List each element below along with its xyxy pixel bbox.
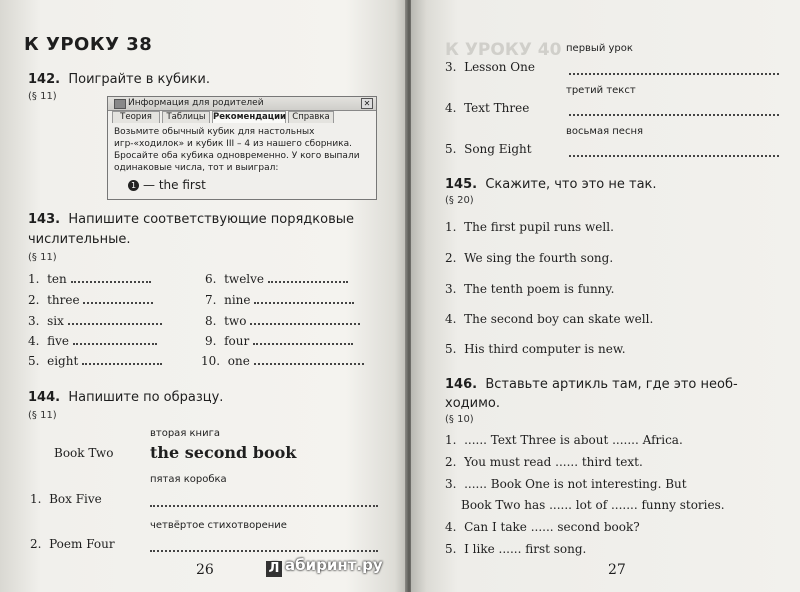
example-text: — the first <box>143 178 206 192</box>
answer-blank[interactable] <box>73 333 157 345</box>
list-item: 5. His third computer is new. <box>445 342 626 356</box>
list-item: 5. eight <box>28 353 162 368</box>
list-item: 2. three <box>28 292 153 307</box>
site-watermark <box>260 556 389 578</box>
russian-hint: восьмая песня <box>566 126 644 137</box>
russian-hint: вторая книга <box>150 428 220 439</box>
page-number: 26 <box>196 562 214 578</box>
answer-line[interactable] <box>569 101 779 120</box>
list-item: 7. nine <box>205 292 354 307</box>
list-item: 1. ten <box>28 271 151 286</box>
exercise-number: 143. <box>28 212 61 227</box>
list-item: 3. Lesson One <box>445 60 535 74</box>
exercise-number: 142. <box>28 72 61 87</box>
info-example <box>128 178 206 192</box>
answer-line[interactable] <box>569 60 779 79</box>
list-item: 10. one <box>201 353 364 368</box>
exercise-144-heading <box>28 390 223 405</box>
answer-line[interactable] <box>569 142 779 161</box>
paragraph-ref: (§ 11) <box>28 91 57 102</box>
list-item: 5. I like ...... first song. <box>445 542 587 556</box>
russian-hint: пятая коробка <box>150 474 227 485</box>
exercise-instruction: Напишите соответствующие порядковые <box>68 212 355 227</box>
tab-help[interactable]: Справка <box>288 111 334 123</box>
labirint-logo-icon: Л <box>266 561 282 577</box>
answer-blank[interactable] <box>250 313 360 325</box>
exercise-143-heading <box>28 212 354 227</box>
answer-blank[interactable] <box>253 333 353 345</box>
list-item: 1. Box Five <box>30 492 102 506</box>
russian-hint: третий текст <box>566 85 636 96</box>
book-icon <box>114 99 126 109</box>
number-badge: 1 <box>128 180 139 191</box>
exercise-145-heading <box>445 177 657 192</box>
exercise-number: 145. <box>445 177 478 192</box>
exercise-instruction: Поиграйте в кубики. <box>68 72 210 87</box>
list-item: 4. Can I take ...... second book? <box>445 520 640 534</box>
list-item: 4. five <box>28 333 157 348</box>
exercise-number: 146. <box>445 377 478 392</box>
answer-line[interactable] <box>150 537 378 556</box>
list-item: 1. ...... Text Three is about ....... Africa. <box>445 433 683 447</box>
close-icon[interactable]: ✕ <box>361 98 373 109</box>
answer-blank[interactable] <box>68 313 162 325</box>
list-item: 2. You must read ...... third text. <box>445 455 643 469</box>
list-item: 4. The second boy can skate well. <box>445 312 654 326</box>
exercise-instruction: Напишите по образцу. <box>68 390 224 405</box>
example-label: Book Two <box>54 446 114 460</box>
exercise-instruction-line2: ходимо. <box>445 396 500 411</box>
answer-blank[interactable] <box>268 271 348 283</box>
list-item: 2. We sing the fourth song. <box>445 251 614 265</box>
paragraph-ref: (§ 20) <box>445 195 474 206</box>
list-item: 1. The first pupil runs well. <box>445 220 614 234</box>
answer-blank[interactable] <box>254 353 364 365</box>
window-title: Информация для родителей <box>128 98 264 108</box>
answer-blank[interactable] <box>254 292 354 304</box>
exercise-instruction-line2: числительные. <box>28 232 131 247</box>
watermark-text: абиринт.ру <box>285 556 383 574</box>
parent-info-window <box>107 96 377 200</box>
paragraph-ref: (§ 10) <box>445 414 474 425</box>
list-item: 9. four <box>205 333 353 348</box>
russian-hint: четвёртое стихотворение <box>150 520 287 531</box>
example-answer: the second book <box>150 443 297 462</box>
answer-blank[interactable] <box>82 353 162 365</box>
lesson-title: К УРОКУ 38 <box>24 34 153 55</box>
tab-recommendations[interactable]: Рекомендации <box>213 112 287 122</box>
answer-blank[interactable] <box>71 271 151 283</box>
list-item: 4. Text Three <box>445 101 530 115</box>
exercise-instruction: Вставьте артикль там, где это необ- <box>485 377 738 392</box>
exercise-142-heading <box>28 72 210 87</box>
right-page <box>411 0 800 592</box>
page-number: 27 <box>608 562 626 578</box>
lesson-title-showthrough: К УРОКУ 40 <box>445 40 562 60</box>
list-item: 3. six <box>28 313 162 328</box>
paragraph-ref: (§ 11) <box>28 252 57 263</box>
tab-tables[interactable]: Таблицы <box>162 111 210 123</box>
list-item: Book Two has ...... lot of ....... funny stories. <box>461 498 725 512</box>
exercise-instruction: Скажите, что это не так. <box>485 177 657 192</box>
exercise-146-heading <box>445 377 738 392</box>
list-item: 5. Song Eight <box>445 142 532 156</box>
list-item: 3. The tenth poem is funny. <box>445 282 615 296</box>
list-item: 3. ...... Book One is not interesting. But <box>445 477 687 491</box>
answer-blank[interactable] <box>83 292 153 304</box>
russian-hint: первый урок <box>566 43 633 54</box>
info-body-text: Возьмите обычный кубик для настольных игр-«ходилок» и кубик III – 4 из нашего сборника. Бросайте оба кубика одновременно. У кого выпали одинаковые числа, тот и выиграл: <box>114 127 360 173</box>
exercise-number: 144. <box>28 390 61 405</box>
list-item: 6. twelve <box>205 271 348 286</box>
answer-line[interactable] <box>150 492 378 511</box>
tab-theory[interactable]: Теория <box>112 111 160 123</box>
list-item: 2. Poem Four <box>30 537 115 551</box>
window-titlebar <box>108 97 376 111</box>
paragraph-ref: (§ 11) <box>28 410 57 421</box>
list-item: 8. two <box>205 313 360 328</box>
